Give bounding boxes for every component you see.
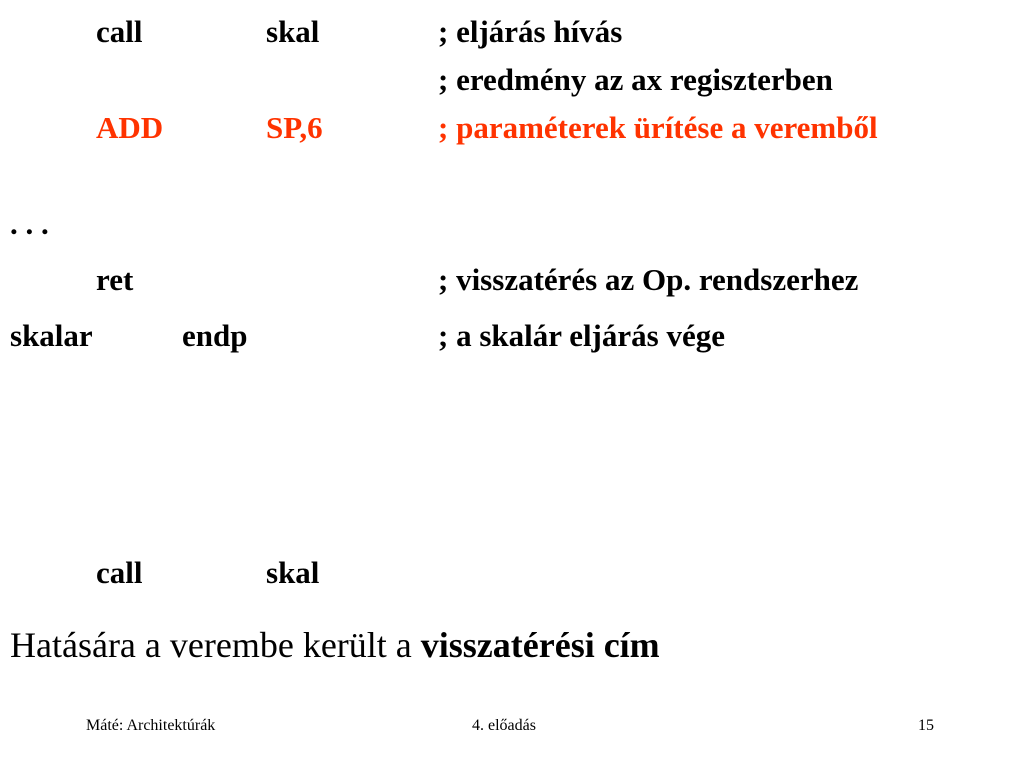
code-line-1-comment: ; eljárás hívás: [438, 14, 623, 49]
code-line-3-comment: ; paraméterek ürítése a veremből: [438, 110, 878, 145]
code-line-1-operand: skal: [266, 14, 320, 49]
code-line-3-operand: SP,6: [266, 110, 323, 145]
code-line-endp-directive: endp: [182, 318, 248, 353]
code-line-3-instruction: ADD: [96, 110, 164, 145]
footer-lecture: 4. előadás: [472, 717, 536, 734]
code-line-2-comment: ; eredmény az ax regiszterben: [438, 62, 833, 97]
code-line-1-instruction: call: [96, 14, 143, 49]
code-line-ret-instruction: ret: [96, 262, 134, 297]
example-call-instruction: call: [96, 555, 143, 590]
code-ellipsis: . . .: [10, 206, 49, 241]
explanation-bold-term: visszatérési cím: [420, 625, 660, 665]
code-line-endp-comment: ; a skalár eljárás vége: [438, 318, 725, 353]
explanation-text: Hatására a verembe került a: [10, 625, 421, 665]
footer-page-number: 15: [918, 717, 934, 734]
code-line-ret-comment: ; visszatérés az Op. rendszerhez: [438, 262, 859, 297]
example-call-operand: skal: [266, 555, 320, 590]
explanation-sentence: [10, 624, 660, 666]
footer-author: Máté: Architektúrák: [86, 717, 216, 734]
code-line-endp-label: skalar: [10, 318, 93, 353]
